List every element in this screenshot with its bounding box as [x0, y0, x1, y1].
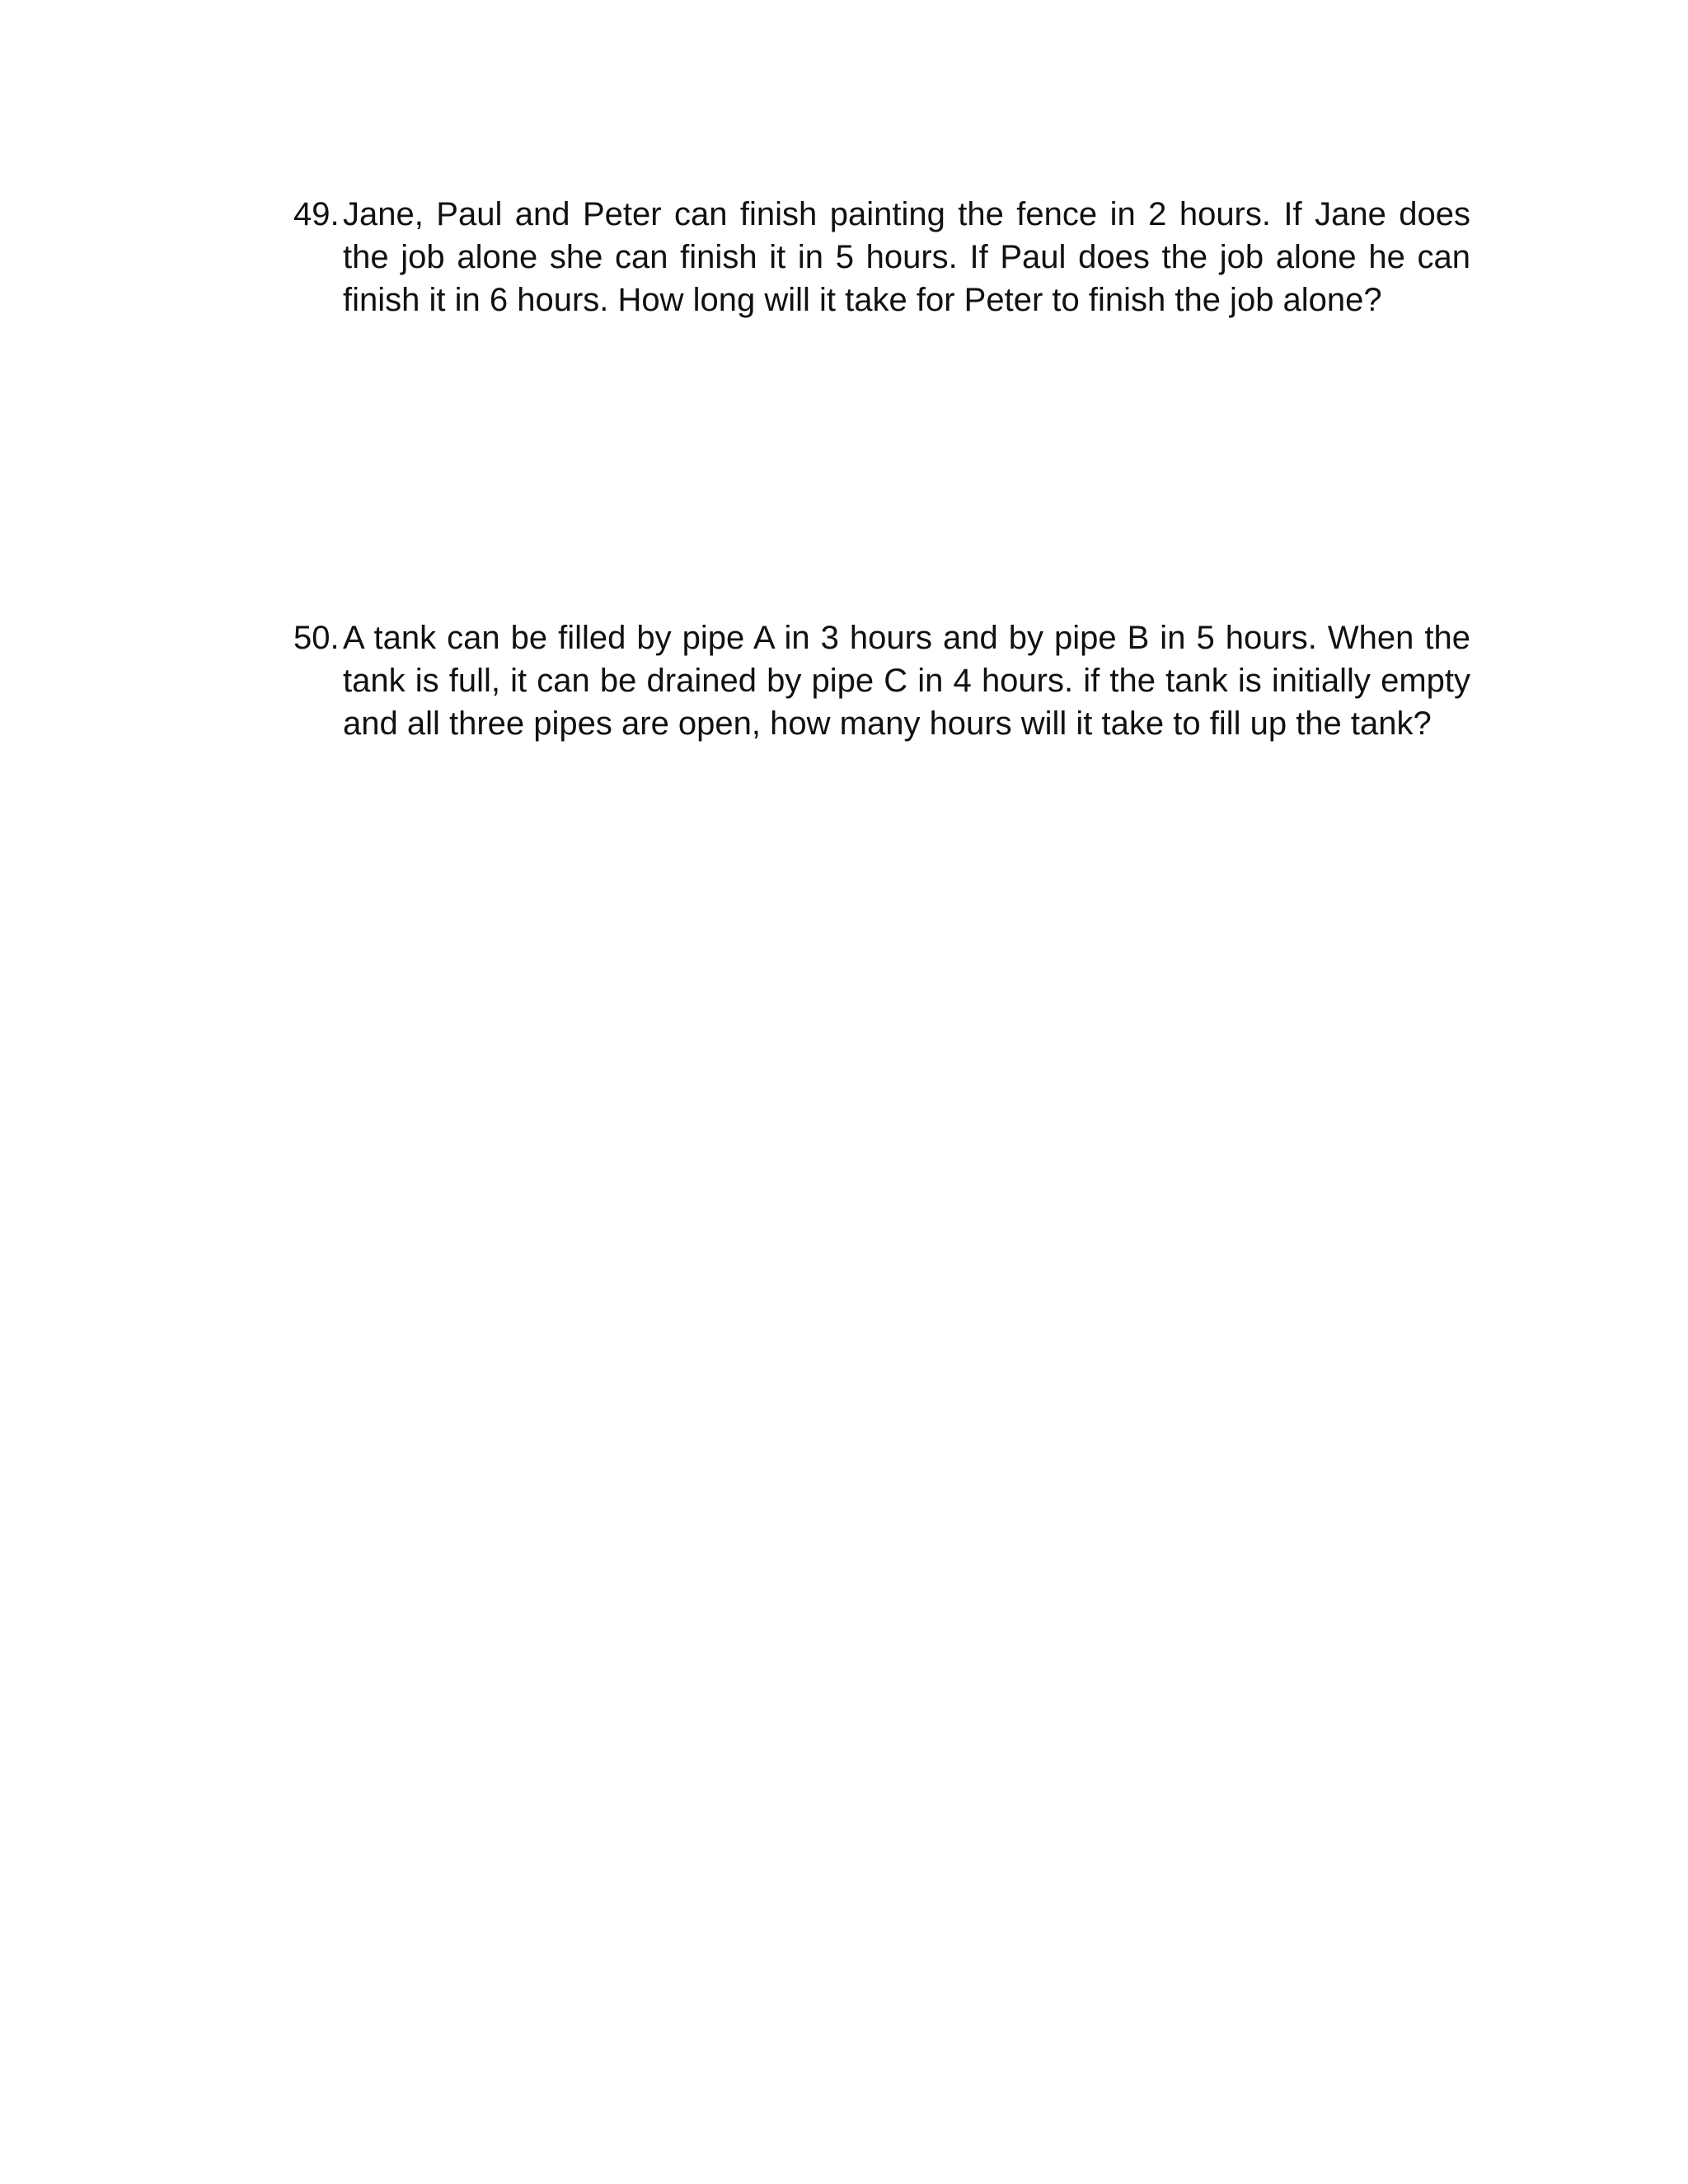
- question-49: [293, 193, 1470, 321]
- question-text: Jane, Paul and Peter can finish painting the fence in 2 hours. If Jane does the job alone she can finish it in 5 hours. If Paul does the job alone he can finish it in 6 hours. How long will it take for Peter to finish the job alone?: [343, 196, 1470, 318]
- question-text: A tank can be filled by pipe A in 3 hours and by pipe B in 5 hours. When the tank is full, it can be drained by pipe C in 4 hours. if the tank is initially empty and all three pipes are open, how many hours will it take to fill up the tank?: [343, 620, 1470, 742]
- question-number: 49.: [293, 196, 340, 232]
- question-number: 50.: [293, 620, 340, 656]
- question-50: [293, 616, 1470, 745]
